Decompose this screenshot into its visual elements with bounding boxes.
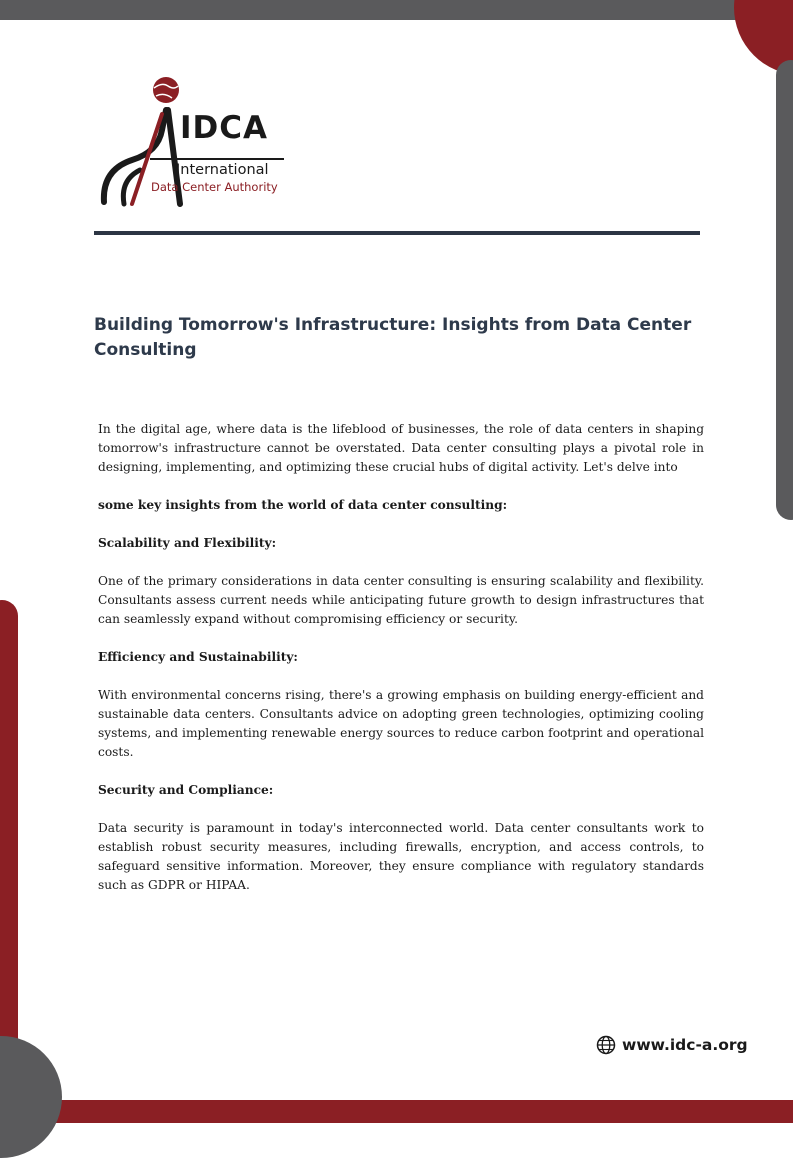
logo-name: IDCA: [180, 110, 269, 146]
top-frame-bar: [0, 0, 793, 20]
globe-icon: [596, 1035, 616, 1055]
website-url: www.idc-a.org: [622, 1036, 748, 1054]
logo-subtitle-line1: International: [176, 162, 269, 178]
logo-rule: [150, 158, 284, 160]
right-frame-bar: [776, 60, 793, 520]
lead-heading: some key insights from the world of data center consulting:: [98, 498, 508, 512]
section-heading-security: Security and Compliance:: [98, 783, 274, 797]
header-divider: [94, 231, 700, 235]
section-heading-scalability: Scalability and Flexibility:: [98, 536, 277, 550]
website-link[interactable]: [596, 1034, 748, 1056]
section-body-efficiency: With environmental concerns rising, there's a growing emphasis on building energy-efficient and sustainable data centers. Consultants advice on adopting green technologies, optimizing cooling systems, and implementing renewable energy sources to reduce carbon footprint and operational costs.: [98, 688, 704, 759]
page-title: Building Tomorrow's Infrastructure: Insights from Data Center Consulting: [94, 315, 692, 360]
section-body-scalability: One of the primary considerations in data center consulting is ensuring scalability and flexibility. Consultants assess current needs while anticipating future growth to design infrastructures that can seamlessly expand without compromising efficiency or security.: [98, 574, 704, 626]
section-body-security: Data security is paramount in today's interconnected world. Data center consultants work to establish robust security measures, including firewalls, encryption, and access controls, to safeguard sensitive information. Moreover, they ensure compliance with regulatory standards such as GDPR or HIPAA.: [98, 821, 704, 892]
intro-paragraph: In the digital age, where data is the lifeblood of businesses, the role of data centers in shaping tomorrow's infrastructure cannot be overstated. Data center consulting plays a pivotal role in designing, implementing, and optimizing these crucial hubs of digital activity. Let's delve into: [98, 422, 704, 474]
article-body: [98, 420, 704, 914]
logo-subtitle-line2: Data Center Authority: [151, 180, 278, 194]
bottom-left-corner-shape: [0, 1036, 62, 1158]
section-heading-efficiency: Efficiency and Sustainability:: [98, 650, 298, 664]
bottom-frame-bar: [0, 1100, 793, 1123]
